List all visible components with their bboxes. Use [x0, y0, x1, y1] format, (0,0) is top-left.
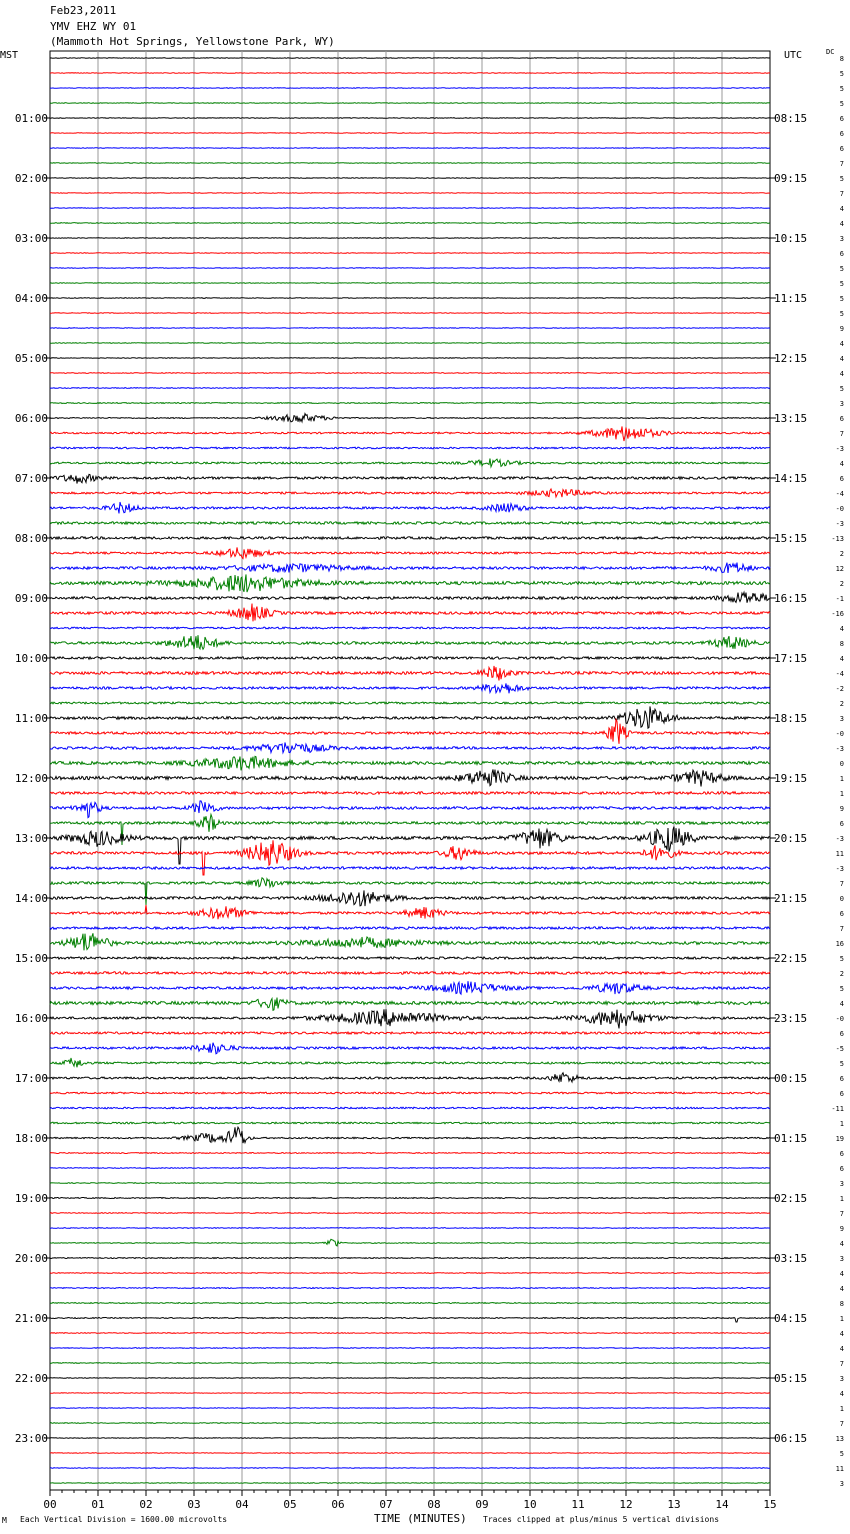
trace-line	[50, 1168, 770, 1169]
left-hour-label: 06:00	[14, 412, 48, 425]
trace-line	[50, 522, 770, 524]
x-tick-label: 06	[331, 1498, 345, 1511]
trace-line	[50, 563, 770, 573]
right-hour-label: 04:15	[774, 1312, 808, 1325]
usgs-logo: M	[2, 1516, 7, 1525]
x-tick-label: 05	[283, 1498, 297, 1511]
dc-offset-label: -3	[835, 445, 844, 453]
trace-line	[50, 298, 770, 299]
trace-line	[50, 1408, 770, 1409]
trace-line	[50, 706, 770, 728]
dc-offset-label: 2	[839, 550, 844, 558]
trace-line	[50, 253, 770, 254]
trace-line	[50, 489, 770, 497]
trace-line	[50, 1303, 770, 1304]
dc-offset-label: -2	[835, 685, 844, 693]
right-hour-label: 02:15	[774, 1192, 808, 1205]
trace-line	[50, 635, 770, 649]
dc-offset-label: 0	[839, 760, 844, 768]
dc-offset-label: 11	[835, 850, 844, 858]
scale-note: Each Vertical Division = 1600.00 microvolts	[20, 1515, 228, 1524]
trace-line	[50, 178, 770, 179]
dc-offset-label: 5	[839, 295, 844, 303]
x-tick-label: 14	[715, 1498, 729, 1511]
trace-line	[50, 328, 770, 329]
trace-line	[50, 163, 770, 164]
x-tick-label: 04	[235, 1498, 249, 1511]
dc-offset-label: 4	[839, 1330, 844, 1338]
dc-offset-label: 3	[839, 715, 844, 723]
dc-offset-label: -5	[835, 1045, 844, 1053]
dc-offset-label: 6	[839, 1075, 844, 1083]
right-hour-label: 23:15	[774, 1012, 808, 1025]
dc-offset-label: 1	[839, 1195, 844, 1203]
left-hour-label: 14:00	[14, 892, 48, 905]
trace-line	[50, 719, 770, 743]
x-tick-label: 09	[475, 1498, 489, 1511]
dc-offset-label: 4	[839, 1345, 844, 1353]
trace-line	[50, 426, 770, 441]
trace-line	[50, 927, 770, 929]
trace-line	[50, 1423, 770, 1424]
dc-offset-label: 6	[839, 415, 844, 423]
trace-line	[50, 502, 770, 513]
x-tick-label: 07	[379, 1498, 393, 1511]
trace-line	[50, 1483, 770, 1484]
dc-offset-label: 6	[839, 1090, 844, 1098]
dc-offset-label: 7	[839, 430, 844, 438]
dc-offset-label: 7	[839, 1360, 844, 1368]
dc-offset-label: 2	[839, 580, 844, 588]
trace-layer	[50, 58, 770, 1484]
trace-line	[50, 867, 770, 869]
dc-offset-label: 0	[839, 895, 844, 903]
x-tick-label: 00	[43, 1498, 57, 1511]
left-hour-label: 07:00	[14, 472, 48, 485]
left-hour-label: 10:00	[14, 652, 48, 665]
dc-offset-label: 4	[839, 370, 844, 378]
dc-offset-label: 2	[839, 700, 844, 708]
dc-offset-label: 6	[839, 1150, 844, 1158]
trace-line	[50, 403, 770, 404]
left-hour-label: 21:00	[14, 1312, 48, 1325]
right-hour-label: 08:15	[774, 112, 808, 125]
trace-line	[50, 459, 770, 467]
x-tick-label: 03	[187, 1498, 201, 1511]
dc-offset-label: 6	[839, 820, 844, 828]
trace-line	[50, 223, 770, 224]
trace-line	[50, 1198, 770, 1199]
left-hour-label: 22:00	[14, 1372, 48, 1385]
trace-line	[50, 769, 770, 786]
trace-line	[50, 792, 770, 795]
dc-offset-label: 6	[839, 1165, 844, 1173]
x-tick-label: 02	[139, 1498, 153, 1511]
trace-line	[50, 1153, 770, 1154]
trace-line	[50, 1239, 770, 1246]
left-hour-label: 01:00	[14, 112, 48, 125]
trace-line	[50, 1058, 770, 1067]
trace-line	[50, 388, 770, 389]
dc-offset-label: 1	[839, 1120, 844, 1128]
dc-offset-label: 3	[839, 1180, 844, 1188]
left-hour-label: 05:00	[14, 352, 48, 365]
dc-header-label: DC	[826, 48, 835, 56]
trace-line	[50, 604, 770, 622]
dc-offset-label: 4	[839, 220, 844, 228]
right-hour-label: 14:15	[774, 472, 808, 485]
left-hour-label: 09:00	[14, 592, 48, 605]
right-hour-label: 10:15	[774, 232, 808, 245]
dc-offset-label: -1	[835, 595, 844, 603]
dc-offset-label: 1	[839, 1405, 844, 1413]
trace-line	[50, 118, 770, 119]
right-hour-label: 19:15	[774, 772, 808, 785]
dc-offset-label: 4	[839, 1390, 844, 1398]
trace-line	[50, 878, 770, 905]
x-tick-label: 10	[523, 1498, 537, 1511]
trace-line	[50, 103, 770, 104]
right-hour-label: 11:15	[774, 292, 808, 305]
right-hour-label: 00:15	[774, 1072, 808, 1085]
dc-offset-label: -16	[831, 610, 844, 618]
left-hour-label: 08:00	[14, 532, 48, 545]
trace-line	[50, 957, 770, 959]
trace-line	[50, 1183, 770, 1184]
trace-line	[50, 268, 770, 269]
left-hour-label: 16:00	[14, 1012, 48, 1025]
dc-offset-label: 5	[839, 385, 844, 393]
label-layer	[15, 55, 844, 1511]
dc-offset-label: 6	[839, 475, 844, 483]
dc-offset-label: 3	[839, 235, 844, 243]
dc-offset-label: 4	[839, 1270, 844, 1278]
trace-line	[50, 547, 770, 558]
dc-offset-label: 1	[839, 790, 844, 798]
trace-line	[50, 73, 770, 74]
trace-line	[50, 756, 770, 770]
dc-offset-label: 9	[839, 325, 844, 333]
trace-line	[50, 1032, 770, 1034]
trace-line	[50, 1378, 770, 1379]
dc-offset-label: -0	[835, 1015, 844, 1023]
trace-line	[50, 933, 770, 950]
trace-line	[50, 283, 770, 284]
dc-offset-label: 4	[839, 460, 844, 468]
trace-line	[50, 972, 770, 974]
dc-offset-label: -3	[835, 745, 844, 753]
left-hour-label: 23:00	[14, 1432, 48, 1445]
trace-line	[50, 827, 770, 865]
x-tick-label: 12	[619, 1498, 633, 1511]
trace-line	[50, 343, 770, 344]
dc-offset-label: 19	[835, 1135, 844, 1143]
dc-offset-label: 4	[839, 655, 844, 663]
x-tick-label: 15	[763, 1498, 777, 1511]
dc-offset-label: 3	[839, 1375, 844, 1383]
trace-line	[50, 998, 770, 1011]
right-hour-label: 01:15	[774, 1132, 808, 1145]
dc-offset-label: -4	[835, 490, 844, 498]
dc-offset-label: 5	[839, 70, 844, 78]
dc-offset-label: 3	[839, 1480, 844, 1488]
dc-offset-label: 3	[839, 1255, 844, 1263]
trace-line	[50, 1288, 770, 1289]
trace-line	[50, 148, 770, 149]
clip-note: Traces clipped at plus/minus 5 vertical divisions	[483, 1515, 720, 1524]
left-hour-label: 17:00	[14, 1072, 48, 1085]
left-hour-label: 13:00	[14, 832, 48, 845]
right-hour-label: 18:15	[774, 712, 808, 725]
trace-line	[50, 208, 770, 209]
trace-line	[50, 373, 770, 374]
right-hour-label: 13:15	[774, 412, 808, 425]
trace-line	[50, 1043, 770, 1054]
dc-offset-label: -13	[831, 535, 844, 543]
trace-line	[50, 1273, 770, 1274]
dc-offset-label: 6	[839, 1030, 844, 1038]
trace-line	[50, 1318, 770, 1323]
dc-offset-label: 4	[839, 1240, 844, 1248]
station-code: YMV EHZ WY 01	[50, 20, 137, 33]
dc-offset-label: 8	[839, 1300, 844, 1308]
dc-offset-label: 4	[839, 205, 844, 213]
dc-offset-label: 7	[839, 160, 844, 168]
trace-line	[50, 1073, 770, 1082]
right-hour-label: 15:15	[774, 532, 808, 545]
trace-line	[50, 627, 770, 629]
trace-line	[50, 537, 770, 539]
dc-offset-label: -4	[835, 670, 844, 678]
right-hour-label: 09:15	[774, 172, 808, 185]
dc-offset-label: 7	[839, 1210, 844, 1218]
x-tick-label: 08	[427, 1498, 441, 1511]
trace-line	[50, 447, 770, 449]
trace-line	[50, 574, 770, 592]
trace-line	[50, 1092, 770, 1094]
left-hour-label: 20:00	[14, 1252, 48, 1265]
trace-line	[50, 666, 770, 681]
right-hour-label: 05:15	[774, 1372, 808, 1385]
trace-line	[50, 743, 770, 753]
dc-offset-label: 8	[839, 640, 844, 648]
plot-frame	[50, 51, 770, 1490]
trace-line	[50, 840, 770, 875]
dc-offset-label: -0	[835, 730, 844, 738]
right-hour-label: 21:15	[774, 892, 808, 905]
dc-offset-label: 7	[839, 190, 844, 198]
trace-line	[50, 981, 770, 994]
dc-offset-label: 4	[839, 1000, 844, 1008]
trace-line	[50, 1333, 770, 1334]
x-tick-label: 13	[667, 1498, 681, 1511]
trace-line	[50, 1348, 770, 1349]
trace-line	[50, 702, 770, 704]
dc-offset-label: 9	[839, 1225, 844, 1233]
dc-offset-label: 16	[835, 940, 844, 948]
dc-offset-label: 5	[839, 985, 844, 993]
trace-line	[50, 238, 770, 239]
trace-line	[50, 1393, 770, 1394]
dc-offset-label: -3	[835, 520, 844, 528]
dc-offset-label: 5	[839, 100, 844, 108]
right-timezone-label: UTC	[784, 50, 803, 61]
trace-line	[50, 592, 770, 602]
trace-line	[50, 801, 770, 818]
dc-offset-label: 4	[839, 340, 844, 348]
dc-offset-label: 5	[839, 1060, 844, 1068]
dc-offset-label: -11	[831, 1105, 844, 1113]
trace-line	[50, 1228, 770, 1229]
dc-offset-label: 2	[839, 970, 844, 978]
left-hour-label: 02:00	[14, 172, 48, 185]
trace-line	[50, 657, 770, 659]
trace-line	[50, 133, 770, 134]
trace-line	[50, 414, 770, 422]
x-axis-title: TIME (MINUTES)	[374, 1512, 467, 1525]
right-hour-label: 06:15	[774, 1432, 808, 1445]
right-hour-label: 16:15	[774, 592, 808, 605]
dc-offset-label: 7	[839, 925, 844, 933]
dc-offset-label: 12	[835, 565, 844, 573]
dc-offset-label: 5	[839, 1450, 844, 1458]
dc-offset-label: 4	[839, 355, 844, 363]
dc-offset-label: 4	[839, 1285, 844, 1293]
trace-line	[50, 1127, 770, 1143]
left-hour-label: 11:00	[14, 712, 48, 725]
trace-line	[50, 88, 770, 89]
dc-offset-label: 5	[839, 955, 844, 963]
x-tick-label: 01	[91, 1498, 105, 1511]
left-hour-label: 04:00	[14, 292, 48, 305]
dc-offset-label: 5	[839, 310, 844, 318]
dc-offset-label: 7	[839, 880, 844, 888]
dc-offset-label: 5	[839, 280, 844, 288]
left-hour-label: 15:00	[14, 952, 48, 965]
left-hour-label: 18:00	[14, 1132, 48, 1145]
dc-offset-label: 6	[839, 910, 844, 918]
right-hour-label: 12:15	[774, 352, 808, 365]
dc-offset-label: 9	[839, 805, 844, 813]
left-hour-label: 03:00	[14, 232, 48, 245]
trace-line	[50, 1258, 770, 1259]
trace-line	[50, 1363, 770, 1364]
trace-line	[50, 683, 770, 693]
trace-line	[50, 1122, 770, 1124]
grid-lines	[50, 51, 770, 1490]
right-hour-label: 20:15	[774, 832, 808, 845]
dc-offset-label: 11	[835, 1465, 844, 1473]
dc-offset-label: 13	[835, 1435, 844, 1443]
dc-offset-label: 5	[839, 265, 844, 273]
x-tick-label: 11	[571, 1498, 585, 1511]
dc-offset-label: 5	[839, 175, 844, 183]
dc-offset-label: 8	[839, 55, 844, 63]
trace-line	[50, 815, 770, 846]
left-hour-label: 19:00	[14, 1192, 48, 1205]
trace-line	[50, 474, 770, 483]
trace-line	[50, 890, 770, 906]
right-hour-label: 17:15	[774, 652, 808, 665]
dc-offset-label: -3	[835, 835, 844, 843]
trace-line	[50, 1009, 770, 1028]
trace-line	[50, 358, 770, 359]
trace-line	[50, 1107, 770, 1109]
trace-line	[50, 1453, 770, 1454]
dc-offset-label: 1	[839, 1315, 844, 1323]
trace-line	[50, 1468, 770, 1469]
dc-offset-label: 4	[839, 625, 844, 633]
right-hour-label: 03:15	[774, 1252, 808, 1265]
dc-offset-label: 1	[839, 775, 844, 783]
right-hour-label: 22:15	[774, 952, 808, 965]
station-location: (Mammoth Hot Springs, Yellowstone Park, WY)	[50, 35, 335, 48]
dc-offset-label: -0	[835, 505, 844, 513]
dc-offset-label: -3	[835, 865, 844, 873]
left-hour-label: 12:00	[14, 772, 48, 785]
chart-date: Feb23,2011	[50, 4, 117, 17]
trace-line	[50, 313, 770, 314]
dc-offset-label: 6	[839, 115, 844, 123]
trace-line	[50, 193, 770, 194]
trace-line	[50, 58, 770, 59]
dc-offset-label: 6	[839, 145, 844, 153]
trace-line	[50, 905, 770, 919]
left-timezone-label: MST	[0, 50, 19, 61]
dc-offset-label: 5	[839, 85, 844, 93]
dc-offset-label: 3	[839, 400, 844, 408]
trace-line	[50, 1438, 770, 1439]
trace-line	[50, 1213, 770, 1214]
dc-offset-label: 6	[839, 130, 844, 138]
dc-offset-label: 7	[839, 1420, 844, 1428]
dc-offset-label: 6	[839, 250, 844, 258]
